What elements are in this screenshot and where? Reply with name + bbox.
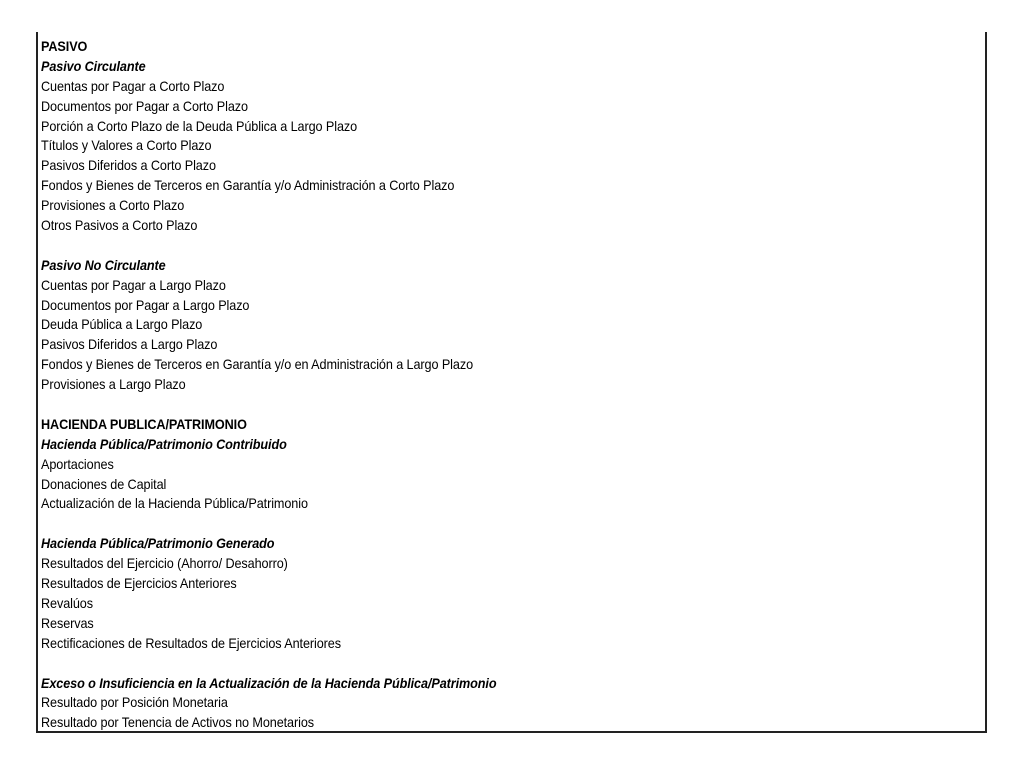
account-row: Resultado por Posición Monetaria [41,695,228,711]
account-row: Donaciones de Capital [41,476,167,492]
account-row: Provisiones a Corto Plazo [41,198,185,214]
account-row: Revalúos [41,595,93,611]
blank-row [41,236,915,256]
account-row: Otros Pasivos a Corto Plazo [41,218,198,234]
account-row: Deuda Pública a Largo Plazo [41,317,203,333]
blank-row [41,395,915,415]
subheading-patrimonio-contribuido: Hacienda Pública/Patrimonio Contribuido [41,436,287,452]
subheading-pasivo-no-circulante: Pasivo No Circulante [41,257,166,273]
account-row: Cuentas por Pagar a Corto Plazo [41,78,225,94]
subheading-exceso-insuficiencia: Exceso o Insuficiencia en la Actualización de la Hacienda Pública/Patrimonio [41,675,497,691]
account-row: Provisiones a Largo Plazo [41,377,186,393]
subheading-pasivo-circulante: Pasivo Circulante [41,58,146,74]
account-row: Porción a Corto Plazo de la Deuda Pública a Largo Plazo [41,118,358,134]
account-row: Títulos y Valores a Corto Plazo [41,138,212,154]
account-row: Rectificaciones de Resultados de Ejercicios Anteriores [41,635,341,651]
blank-row [41,514,915,534]
account-row: Cuentas por Pagar a Largo Plazo [41,277,226,293]
account-row: Resultados de Ejercicios Anteriores [41,576,237,592]
account-row: Documentos por Pagar a Largo Plazo [41,297,250,313]
account-row: Fondos y Bienes de Terceros en Garantía y/o Administración a Corto Plazo [41,178,455,194]
account-row: Resultado por Tenencia de Activos no Monetarios [41,715,314,731]
account-row: Documentos por Pagar a Corto Plazo [41,98,248,114]
subheading-patrimonio-generado: Hacienda Pública/Patrimonio Generado [41,536,275,552]
account-row: Actualización de la Hacienda Pública/Patrimonio [41,496,308,512]
blank-row [41,654,915,674]
account-row: Resultados del Ejercicio (Ahorro/ Desahorro) [41,556,288,572]
account-list [41,37,981,733]
account-row: Reservas [41,615,94,631]
account-row: Fondos y Bienes de Terceros en Garantía y/o en Administración a Largo Plazo [41,357,474,373]
account-row: Pasivos Diferidos a Largo Plazo [41,337,218,353]
account-row: Pasivos Diferidos a Corto Plazo [41,158,216,174]
account-row: Aportaciones [41,456,114,472]
heading-hacienda-publica: HACIENDA PUBLICA/PATRIMONIO [41,416,247,432]
heading-pasivo: PASIVO [41,39,88,54]
